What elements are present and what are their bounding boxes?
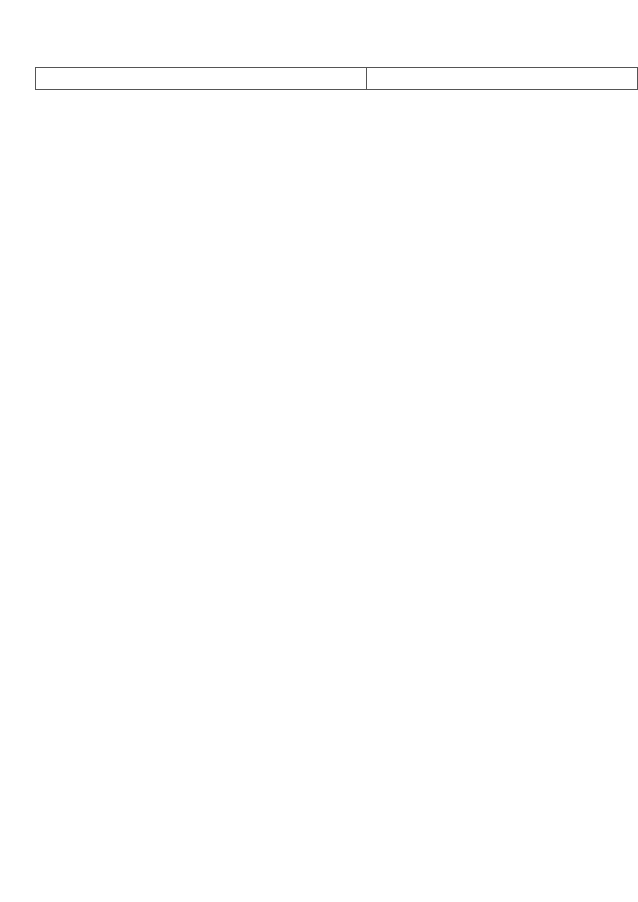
header-bottom-rule (35, 89, 637, 90)
header-top-rule (35, 67, 637, 68)
header-left-rule (35, 67, 36, 90)
header-divider-rule (366, 67, 367, 90)
